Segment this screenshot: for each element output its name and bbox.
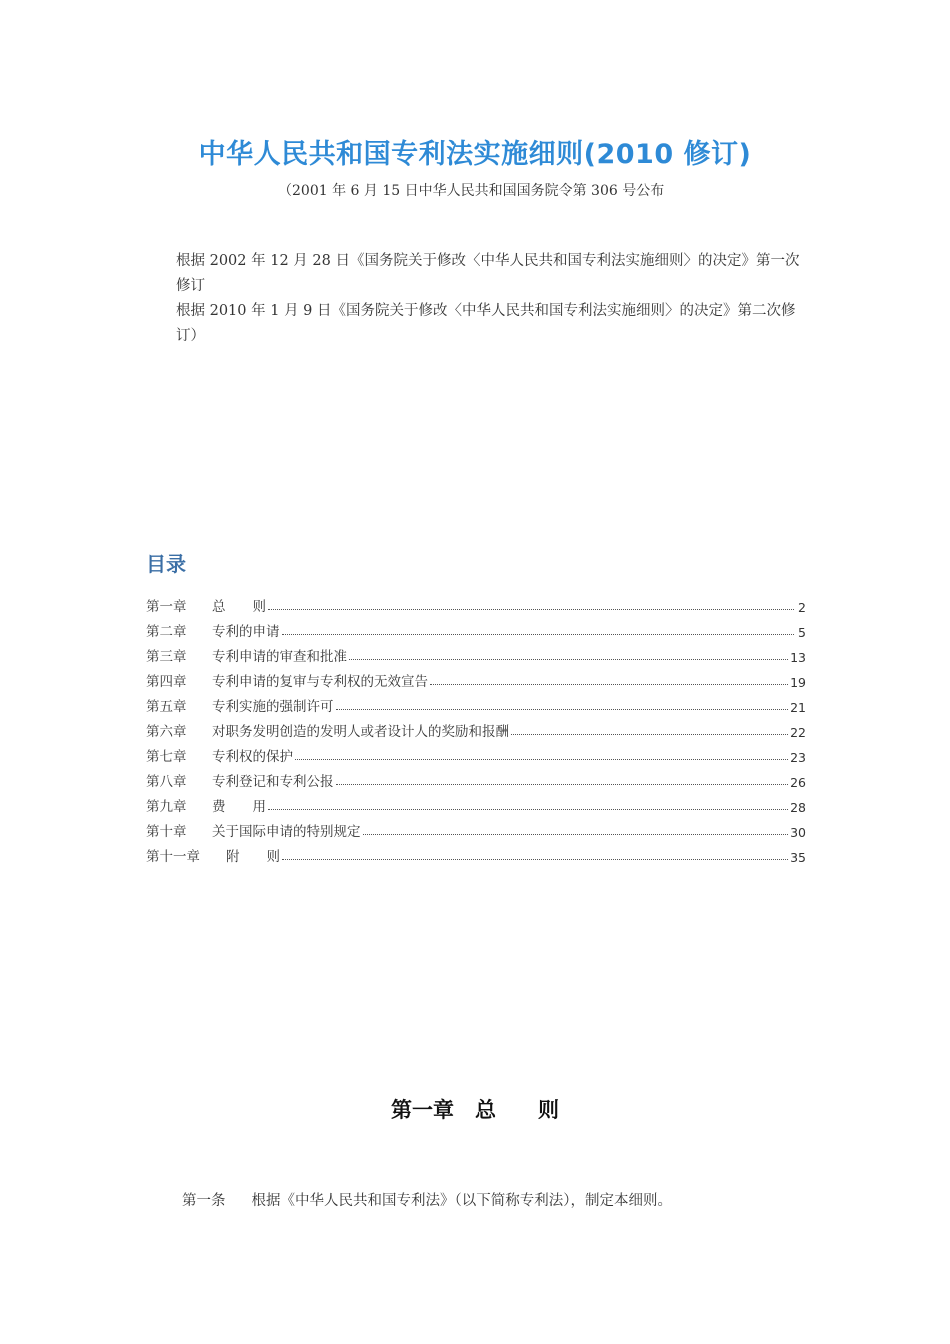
revision-note-2 — [146, 299, 806, 349]
document-title: 中华人民共和国专利法实施细则(2010 修订) — [198, 139, 752, 170]
toc-entry[interactable] — [146, 690, 806, 715]
toc-page-number: 21 — [790, 700, 806, 715]
toc-heading: 目录 — [146, 552, 186, 576]
toc-entry[interactable] — [146, 640, 806, 665]
toc-leader-dots — [336, 783, 789, 785]
toc-leader-dots — [363, 833, 789, 835]
chapter-heading: 第一章 总 则 — [391, 1097, 559, 1122]
toc-leader-dots — [336, 708, 789, 710]
article-label: 第一条 — [182, 1193, 226, 1209]
revision-note-2-text: 根据 2010 年 1 月 9 日《国务院关于修改〈中华人民共和国专利法实施细则〉的决定》第二次修订） — [176, 303, 796, 344]
toc-chapter-title: 专利申请的审查和批准 — [212, 649, 347, 665]
toc-chapter-title: 费 用 — [212, 799, 266, 815]
toc-page-number: 22 — [790, 725, 806, 740]
toc-entry[interactable] — [146, 590, 806, 615]
toc-leader-dots — [282, 633, 795, 635]
toc-leader-dots — [268, 808, 788, 810]
table-of-contents — [146, 590, 806, 865]
article-1 — [182, 1189, 672, 1210]
toc-page-number: 23 — [790, 750, 806, 765]
toc-page-number: 28 — [790, 800, 806, 815]
toc-chapter-number: 第六章 — [146, 724, 187, 740]
toc-leader-dots — [282, 858, 788, 860]
toc-chapter-title: 专利权的保护 — [212, 749, 293, 765]
toc-chapter-number: 第八章 — [146, 774, 187, 790]
article-text: 根据《中华人民共和国专利法》（以下简称专利法），制定本细则。 — [251, 1193, 672, 1209]
document-subtitle: （2001 年 6 月 15 日中华人民共和国国务院令第 306 号公布 — [278, 183, 665, 199]
toc-entry[interactable] — [146, 790, 806, 815]
toc-page-number: 26 — [790, 775, 806, 790]
toc-page-number: 13 — [790, 650, 806, 665]
toc-chapter-title: 关于国际申请的特别规定 — [212, 824, 361, 840]
toc-entry[interactable] — [146, 740, 806, 765]
toc-chapter-number: 第七章 — [146, 749, 187, 765]
toc-page-number: 19 — [790, 675, 806, 690]
toc-entry[interactable] — [146, 840, 806, 865]
toc-chapter-title: 总 则 — [212, 599, 266, 615]
toc-chapter-title: 对职务发明创造的发明人或者设计人的奖励和报酬 — [212, 724, 509, 740]
toc-chapter-number: 第五章 — [146, 699, 187, 715]
toc-leader-dots — [511, 733, 788, 735]
toc-chapter-number: 第九章 — [146, 799, 187, 815]
toc-chapter-number: 第一章 — [146, 599, 187, 615]
toc-leader-dots — [295, 758, 788, 760]
toc-chapter-number: 第十章 — [146, 824, 187, 840]
toc-leader-dots — [430, 683, 788, 685]
toc-chapter-title: 专利实施的强制许可 — [212, 699, 334, 715]
revision-note-1-text: 根据 2002 年 12 月 28 日《国务院关于修改〈中华人民共和国专利法实施细则〉的决定》第一次修订 — [176, 253, 800, 294]
toc-chapter-number: 第四章 — [146, 674, 187, 690]
toc-entry[interactable] — [146, 715, 806, 740]
toc-page-number: 30 — [790, 825, 806, 840]
toc-chapter-title: 专利的申请 — [212, 624, 280, 640]
toc-chapter-title: 专利申请的复审与专利权的无效宣告 — [212, 674, 428, 690]
toc-entry[interactable] — [146, 665, 806, 690]
toc-entry[interactable] — [146, 615, 806, 640]
toc-chapter-number: 第十一章 — [146, 849, 200, 865]
toc-leader-dots — [349, 658, 788, 660]
toc-chapter-number: 第二章 — [146, 624, 187, 640]
toc-leader-dots — [268, 608, 794, 610]
toc-page-number: 2 — [798, 600, 806, 615]
toc-page-number: 35 — [790, 850, 806, 865]
toc-chapter-number: 第三章 — [146, 649, 187, 665]
toc-chapter-title: 专利登记和专利公报 — [212, 774, 334, 790]
toc-entry[interactable] — [146, 815, 806, 840]
toc-chapter-title: 附 则 — [226, 849, 280, 865]
toc-page-number: 5 — [798, 625, 806, 640]
toc-entry[interactable] — [146, 765, 806, 790]
revision-note-1 — [146, 249, 806, 299]
